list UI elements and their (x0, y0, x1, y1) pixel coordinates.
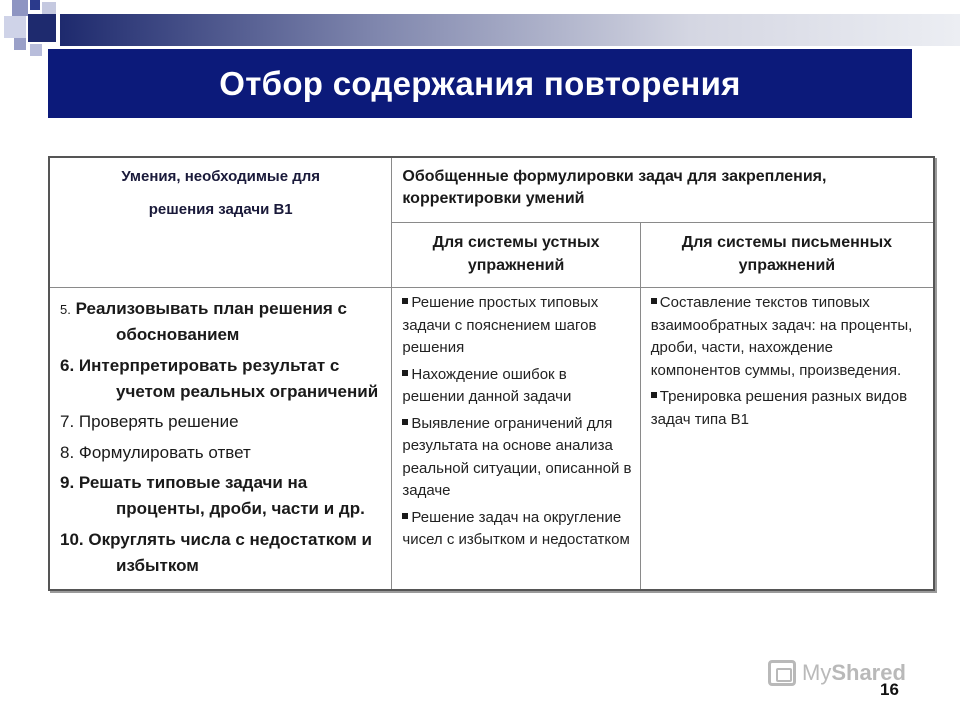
skill-item: 8. Формулировать ответ (60, 442, 251, 462)
deco-square (14, 38, 26, 50)
header-skills-line2: решения задачи В1 (148, 201, 293, 218)
bullet-icon (651, 392, 657, 398)
content-table (48, 156, 935, 591)
presentation-icon (768, 660, 796, 686)
written-task-item: Тренировка решения разных видов задач типа В1 (650, 388, 908, 428)
skill-item: 10. Округлять числа с недостатком и избытком (60, 529, 372, 576)
header-oral: Для системы устных упражнений (392, 223, 640, 288)
bullet-icon (651, 298, 657, 304)
deco-square (30, 44, 42, 56)
deco-square (28, 14, 56, 42)
bullet-icon (402, 513, 408, 519)
written-task-item: Составление текстов типовых взаимообратных задач: на проценты, дроби, части, нахождение компонентов суммы, произведения. (650, 294, 913, 379)
header-skills-line1: Умения, необходимые для (121, 168, 321, 185)
oral-task-item: Решение задач на округление чисел с избытком и недостатком (402, 508, 630, 548)
skills-cell (49, 288, 392, 591)
skill-item: 9. Решать типовые задачи на проценты, дроби, части и др. (60, 473, 365, 519)
header-tasks: Обобщенные формулировки задач для закрепления, корректировки умений (392, 157, 934, 223)
header-skills (49, 157, 392, 288)
page-number: 16 (880, 680, 899, 699)
skill-item: 5. Реализовывать план решения с обоснованием (60, 299, 348, 345)
slide-title: Отбор содержания повторения (219, 64, 741, 102)
title-band (48, 49, 912, 118)
bullet-icon (402, 370, 408, 376)
oral-task-item: Решение простых типовых задачи с пояснением шагов решения (402, 294, 599, 356)
deco-square (4, 16, 26, 38)
oral-tasks-cell (392, 288, 640, 591)
top-decorative-bar (60, 14, 960, 46)
header-written: Для системы письменных упражнений (640, 223, 934, 288)
bullet-icon (402, 298, 408, 304)
oral-task-item: Нахождение ошибок в решении данной задачи (402, 365, 572, 405)
bullet-icon (402, 419, 408, 425)
deco-square (30, 0, 40, 10)
watermark-text: MyShared (802, 660, 906, 685)
skill-item: 7. Проверять решение (60, 412, 239, 432)
oral-task-item: Выявление ограничений для результата на основе анализа реальной ситуации, описанной в задаче (402, 414, 632, 499)
skill-item: 6. Интерпретировать результат с учетом реальных ограничений (60, 355, 379, 402)
deco-square (12, 0, 28, 16)
written-tasks-cell (640, 288, 934, 591)
